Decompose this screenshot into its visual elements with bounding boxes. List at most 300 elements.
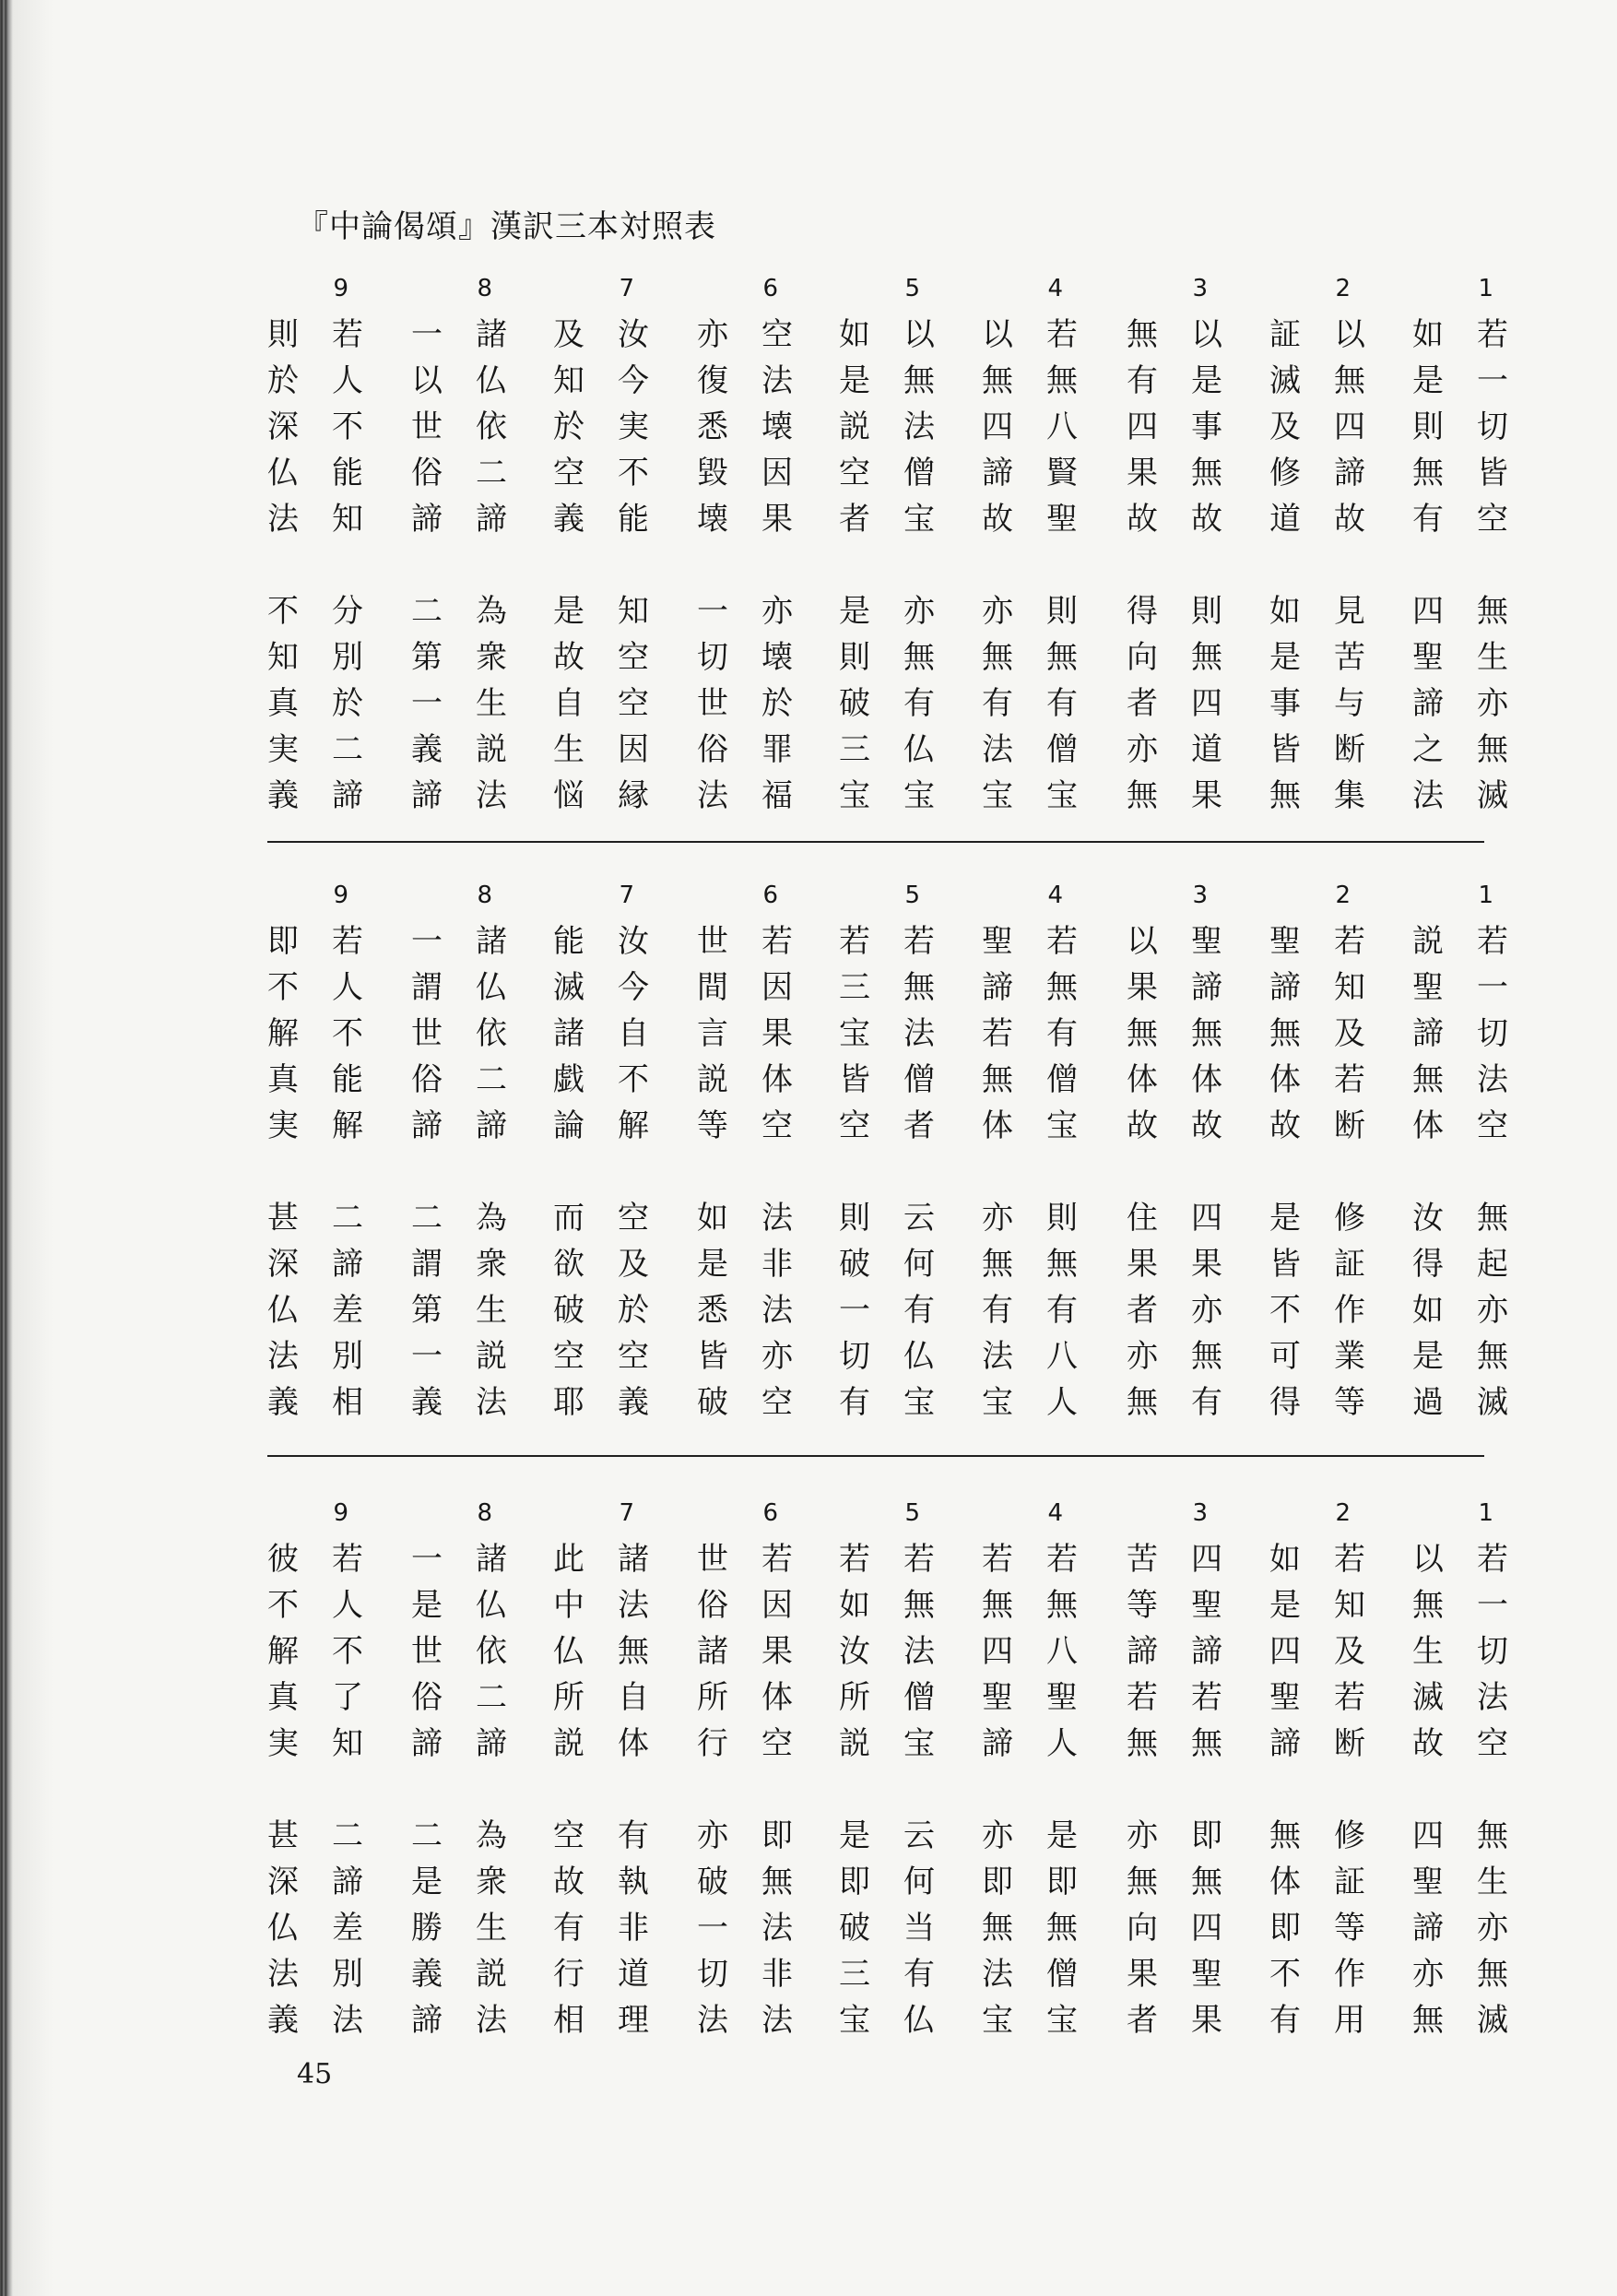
character: 法 xyxy=(267,1956,299,1993)
verse-line xyxy=(697,1582,826,1628)
verse-line xyxy=(267,1951,396,1997)
verse-line xyxy=(553,404,682,450)
character: 非 xyxy=(761,1956,793,1993)
character: 若 xyxy=(761,923,793,960)
character: 非 xyxy=(761,1246,793,1283)
character: 者 xyxy=(839,501,870,538)
verse-column xyxy=(1269,1499,1399,2039)
character: 差 xyxy=(332,1910,363,1947)
character: 知 xyxy=(1334,969,1365,1006)
character: 用 xyxy=(1334,2002,1365,2039)
character: 果 xyxy=(1191,1246,1222,1283)
character: 法 xyxy=(697,777,728,814)
verse-line xyxy=(1412,1813,1541,1859)
character: 体 xyxy=(1412,1107,1444,1144)
character: 無 xyxy=(1269,1817,1301,1854)
verse-number: 9 xyxy=(333,1499,348,1527)
character: 諦 xyxy=(1334,455,1365,491)
verse-line xyxy=(1412,1287,1541,1333)
character: 縁 xyxy=(618,777,649,814)
character: 聖 xyxy=(982,1679,1013,1716)
character: 一 xyxy=(697,1910,728,1947)
verse-number: 3 xyxy=(1192,1499,1208,1527)
verse-line xyxy=(697,1905,826,1951)
verse-line xyxy=(697,1379,826,1426)
character: 亦 xyxy=(1127,1338,1158,1375)
verse-line xyxy=(553,450,682,496)
character: 毀 xyxy=(697,455,728,491)
verse-line xyxy=(1269,404,1399,450)
character: 義 xyxy=(267,2002,299,2039)
character: 無 xyxy=(1412,455,1444,491)
character: 向 xyxy=(1127,1910,1158,1947)
character: 悉 xyxy=(697,1292,728,1329)
verse-line xyxy=(553,1011,682,1057)
character: 知 xyxy=(267,639,299,676)
character: 説 xyxy=(697,1061,728,1098)
verse-column xyxy=(267,275,396,814)
character: 所 xyxy=(839,1679,870,1716)
character: 四 xyxy=(982,408,1013,445)
character: 故 xyxy=(1269,1107,1301,1144)
character: 聖 xyxy=(982,923,1013,960)
verse-column xyxy=(839,882,968,1421)
verse-line xyxy=(553,1333,682,1379)
character: 三 xyxy=(839,969,870,1006)
character: 世 xyxy=(411,1633,443,1670)
character: 空 xyxy=(839,1107,870,1144)
character: 切 xyxy=(697,1956,728,1993)
verse-number: 8 xyxy=(477,275,492,302)
character: 滅 xyxy=(1477,2002,1508,2039)
character: 一 xyxy=(1477,362,1508,399)
character: 無 xyxy=(982,639,1013,676)
character: 及 xyxy=(1334,1633,1365,1670)
verse-column xyxy=(697,275,826,814)
character: 滅 xyxy=(1269,362,1301,399)
character: 此 xyxy=(553,1541,584,1578)
character: 果 xyxy=(1127,1956,1158,1993)
character: 因 xyxy=(761,455,793,491)
verse-line xyxy=(1412,1195,1541,1241)
character: 別 xyxy=(332,1956,363,1993)
character: 有 xyxy=(1127,362,1158,399)
character: 住 xyxy=(1127,1200,1158,1237)
character: 法 xyxy=(1477,1061,1508,1098)
character: 能 xyxy=(618,501,649,538)
character: 僧 xyxy=(903,1679,935,1716)
character: 若 xyxy=(332,316,363,353)
character: 亦 xyxy=(982,1817,1013,1854)
character: 有 xyxy=(903,1956,935,1993)
character: 以 xyxy=(411,362,443,399)
character: 若 xyxy=(1477,316,1508,353)
character: 等 xyxy=(697,1107,728,1144)
character: 無 xyxy=(982,1246,1013,1283)
character: 有 xyxy=(618,1817,649,1854)
character: 今 xyxy=(618,362,649,399)
character: 壊 xyxy=(697,501,728,538)
verse-line xyxy=(411,1997,540,2043)
character: 俗 xyxy=(411,455,443,491)
character: 及 xyxy=(1334,1015,1365,1052)
character: 法 xyxy=(618,1587,649,1624)
character: 是 xyxy=(411,1587,443,1624)
verse-line xyxy=(1412,1951,1541,1997)
character: 論 xyxy=(553,1107,584,1144)
verse-line xyxy=(1412,1905,1541,1951)
character: 有 xyxy=(903,685,935,722)
verse-line xyxy=(697,1997,826,2043)
verse-line xyxy=(1127,404,1256,450)
character: 無 xyxy=(903,362,935,399)
verse-line xyxy=(1412,727,1541,773)
character: 当 xyxy=(903,1910,935,1947)
verse-line xyxy=(1412,918,1541,965)
translation-section-1 xyxy=(0,275,1617,814)
character: 仏 xyxy=(267,1910,299,1947)
page-number: 45 xyxy=(297,2058,333,2090)
verse-line xyxy=(839,1333,968,1379)
verse-column xyxy=(697,882,826,1421)
character: 諦 xyxy=(1191,969,1222,1006)
verse-line xyxy=(1127,1195,1256,1241)
character: 聖 xyxy=(1412,639,1444,676)
verse-line xyxy=(553,1536,682,1582)
verse-line xyxy=(1412,1582,1541,1628)
character: 若 xyxy=(761,1541,793,1578)
character: 不 xyxy=(618,1061,649,1098)
character: 如 xyxy=(697,1200,728,1237)
verse-line xyxy=(267,1057,396,1103)
character: 若 xyxy=(1046,316,1078,353)
character: 体 xyxy=(761,1679,793,1716)
verse-number: 3 xyxy=(1192,275,1208,302)
character: 悩 xyxy=(553,777,584,814)
verse-line xyxy=(553,1905,682,1951)
verse-line xyxy=(411,1675,540,1721)
verse-column xyxy=(411,1499,540,2039)
character: 不 xyxy=(267,969,299,1006)
character: 聖 xyxy=(1191,1956,1222,1993)
verse-line xyxy=(697,1287,826,1333)
character: 等 xyxy=(1334,1910,1365,1947)
character: 衆 xyxy=(476,1246,507,1283)
verse-line xyxy=(697,1721,826,1767)
verse-line xyxy=(411,773,540,819)
character: 破 xyxy=(839,685,870,722)
character: 事 xyxy=(1269,685,1301,722)
verse-line xyxy=(553,1675,682,1721)
character: 義 xyxy=(267,1384,299,1421)
character: 因 xyxy=(761,1587,793,1624)
verse-line xyxy=(982,1721,1111,1767)
character: 衆 xyxy=(476,1864,507,1900)
character: 如 xyxy=(839,1587,870,1624)
character: 若 xyxy=(332,923,363,960)
character: 二 xyxy=(411,1817,443,1854)
character: 法 xyxy=(761,1292,793,1329)
character: 説 xyxy=(1412,923,1444,960)
character: 有 xyxy=(982,1292,1013,1329)
verse-line xyxy=(1269,1057,1399,1103)
character: 修 xyxy=(1334,1200,1365,1237)
verse-line xyxy=(553,918,682,965)
character: 甚 xyxy=(267,1817,299,1854)
character: 故 xyxy=(1191,1107,1222,1144)
character: 切 xyxy=(1477,1633,1508,1670)
character: 僧 xyxy=(1046,731,1078,768)
character: 俗 xyxy=(411,1679,443,1716)
verse-line xyxy=(839,681,968,727)
verse-line xyxy=(411,1813,540,1859)
character: 空 xyxy=(839,455,870,491)
character: 果 xyxy=(761,1633,793,1670)
character: 第 xyxy=(411,1292,443,1329)
character: 以 xyxy=(1127,923,1158,960)
verse-column xyxy=(839,275,968,814)
verse-number: 9 xyxy=(333,275,348,302)
verse-line xyxy=(839,1536,968,1582)
verse-line xyxy=(267,918,396,965)
verse-number: 7 xyxy=(619,275,634,302)
verse-number: 5 xyxy=(904,882,920,909)
character: 故 xyxy=(1412,1725,1444,1762)
verse-line xyxy=(982,681,1111,727)
character: 無 xyxy=(1191,1015,1222,1052)
verse-line xyxy=(1412,312,1541,358)
character: 切 xyxy=(839,1338,870,1375)
character: 無 xyxy=(1046,639,1078,676)
character: 生 xyxy=(476,1292,507,1329)
verse-line xyxy=(1269,1859,1399,1905)
character: 一 xyxy=(411,923,443,960)
verse-line xyxy=(982,1997,1111,2043)
verse-number: 6 xyxy=(762,1499,778,1527)
verse-line xyxy=(982,773,1111,819)
verse-column xyxy=(411,275,540,814)
character: 依 xyxy=(476,408,507,445)
character: 生 xyxy=(1477,1864,1508,1900)
character: 故 xyxy=(1334,501,1365,538)
verse-line xyxy=(1412,1675,1541,1721)
verse-line xyxy=(553,1103,682,1149)
verse-number: 2 xyxy=(1335,1499,1351,1527)
verse-line xyxy=(267,1675,396,1721)
character: 是 xyxy=(411,1864,443,1900)
verse-number: 7 xyxy=(619,882,634,909)
verse-line xyxy=(982,358,1111,404)
character: 故 xyxy=(1127,501,1158,538)
character: 説 xyxy=(553,1725,584,1762)
character: 諦 xyxy=(1412,685,1444,722)
verse-line xyxy=(267,1628,396,1675)
character: 諦 xyxy=(1269,969,1301,1006)
verse-line xyxy=(267,1905,396,1951)
verse-line xyxy=(1127,1675,1256,1721)
verse-line xyxy=(1127,1011,1256,1057)
character: 無 xyxy=(982,362,1013,399)
verse-line xyxy=(982,1905,1111,1951)
character: 若 xyxy=(1334,1541,1365,1578)
verse-line xyxy=(982,588,1111,634)
character: 仏 xyxy=(903,1338,935,1375)
verse-line xyxy=(1127,1333,1256,1379)
verse-line xyxy=(1269,1721,1399,1767)
verse-number: 1 xyxy=(1478,275,1493,302)
character: 深 xyxy=(267,1246,299,1283)
verse-line xyxy=(1127,1628,1256,1675)
character: 以 xyxy=(1412,1541,1444,1578)
character: 是 xyxy=(697,1246,728,1283)
character: 是 xyxy=(1412,362,1444,399)
verse-line xyxy=(697,773,826,819)
character: 可 xyxy=(1269,1338,1301,1375)
verse-line xyxy=(1269,1103,1399,1149)
verse-line xyxy=(267,1997,396,2043)
verse-line xyxy=(1269,1951,1399,1997)
character: 解 xyxy=(267,1633,299,1670)
verse-line xyxy=(267,965,396,1011)
character: 無 xyxy=(1127,1725,1158,1762)
character: 自 xyxy=(618,1015,649,1052)
character: 有 xyxy=(1046,1292,1078,1329)
verse-number: 4 xyxy=(1047,1499,1063,1527)
verse-line xyxy=(839,404,968,450)
character: 説 xyxy=(476,731,507,768)
character: 仏 xyxy=(903,2002,935,2039)
character: 而 xyxy=(553,1200,584,1237)
character: 諸 xyxy=(476,316,507,353)
character: 諦 xyxy=(476,1107,507,1144)
character: 行 xyxy=(553,1956,584,1993)
character: 世 xyxy=(411,1015,443,1052)
verse-line xyxy=(553,773,682,819)
character: 仏 xyxy=(267,1292,299,1329)
verse-line xyxy=(411,1859,540,1905)
character: 有 xyxy=(1191,1384,1222,1421)
verse-line xyxy=(553,312,682,358)
character: 若 xyxy=(839,923,870,960)
verse-line xyxy=(267,496,396,542)
character: 彼 xyxy=(267,1541,299,1578)
character: 無 xyxy=(1269,1015,1301,1052)
character: 亦 xyxy=(1127,731,1158,768)
character: 二 xyxy=(411,1200,443,1237)
character: 諦 xyxy=(982,969,1013,1006)
verse-column xyxy=(1127,882,1256,1421)
character: 諦 xyxy=(1412,1015,1444,1052)
character: 過 xyxy=(1412,1384,1444,1421)
verse-number: 7 xyxy=(619,1499,634,1527)
character: 証 xyxy=(1334,1246,1365,1283)
character: 破 xyxy=(697,1384,728,1421)
verse-line xyxy=(1269,634,1399,681)
verse-line xyxy=(267,450,396,496)
character: 法 xyxy=(982,731,1013,768)
verse-line xyxy=(1269,1536,1399,1582)
character: 法 xyxy=(267,1338,299,1375)
character: 若 xyxy=(982,1541,1013,1578)
verse-line xyxy=(411,358,540,404)
character: 人 xyxy=(332,969,363,1006)
character: 人 xyxy=(332,1587,363,1624)
character: 聖 xyxy=(1191,1587,1222,1624)
character: 有 xyxy=(982,685,1013,722)
verse-line xyxy=(1269,1813,1399,1859)
character: 壊 xyxy=(761,639,793,676)
character: 真 xyxy=(267,1061,299,1098)
character: 亦 xyxy=(697,316,728,353)
verse-line xyxy=(1127,918,1256,965)
character: 生 xyxy=(476,1910,507,1947)
character: 断 xyxy=(1334,1725,1365,1762)
verse-line xyxy=(1412,634,1541,681)
character: 亦 xyxy=(761,593,793,630)
character: 解 xyxy=(618,1107,649,1144)
character: 是 xyxy=(1269,639,1301,676)
verse-line xyxy=(839,1721,968,1767)
character: 故 xyxy=(1191,501,1222,538)
character: 如 xyxy=(1269,1541,1301,1578)
character: 不 xyxy=(1269,1292,1301,1329)
character: 体 xyxy=(1269,1061,1301,1098)
character: 則 xyxy=(267,316,299,353)
verse-line xyxy=(267,1333,396,1379)
character: 宝 xyxy=(839,777,870,814)
character: 是 xyxy=(839,593,870,630)
character: 知 xyxy=(618,593,649,630)
character: 八 xyxy=(1046,408,1078,445)
character: 等 xyxy=(1127,1587,1158,1624)
verse-column xyxy=(1412,275,1541,814)
verse-line xyxy=(411,496,540,542)
character: 宝 xyxy=(1046,777,1078,814)
character: 無 xyxy=(1477,1817,1508,1854)
character: 無 xyxy=(1127,1384,1158,1421)
verse-column xyxy=(553,882,682,1421)
character: 福 xyxy=(761,777,793,814)
character: 即 xyxy=(761,1817,793,1854)
character: 非 xyxy=(618,1910,649,1947)
verse-line xyxy=(267,1241,396,1287)
character: 是 xyxy=(839,362,870,399)
verse-column xyxy=(267,882,396,1421)
character: 即 xyxy=(267,923,299,960)
character: 即 xyxy=(1269,1910,1301,1947)
verse-line xyxy=(839,1241,968,1287)
character: 諦 xyxy=(411,1107,443,1144)
character: 若 xyxy=(1334,1061,1365,1098)
character: 二 xyxy=(476,455,507,491)
verse-line xyxy=(1412,1241,1541,1287)
verse-line xyxy=(1127,773,1256,819)
verse-line xyxy=(553,1241,682,1287)
character: 聖 xyxy=(1191,923,1222,960)
verse-line xyxy=(697,1813,826,1859)
character: 能 xyxy=(553,923,584,960)
character: 若 xyxy=(1477,1541,1508,1578)
character: 聖 xyxy=(1269,1679,1301,1716)
character: 聖 xyxy=(1046,501,1078,538)
character: 諦 xyxy=(1269,1725,1301,1762)
verse-column xyxy=(1412,882,1541,1421)
verse-line xyxy=(1269,1287,1399,1333)
character: 二 xyxy=(476,1679,507,1716)
character: 無 xyxy=(1127,316,1158,353)
character: 四 xyxy=(1334,408,1365,445)
character: 仏 xyxy=(903,731,935,768)
